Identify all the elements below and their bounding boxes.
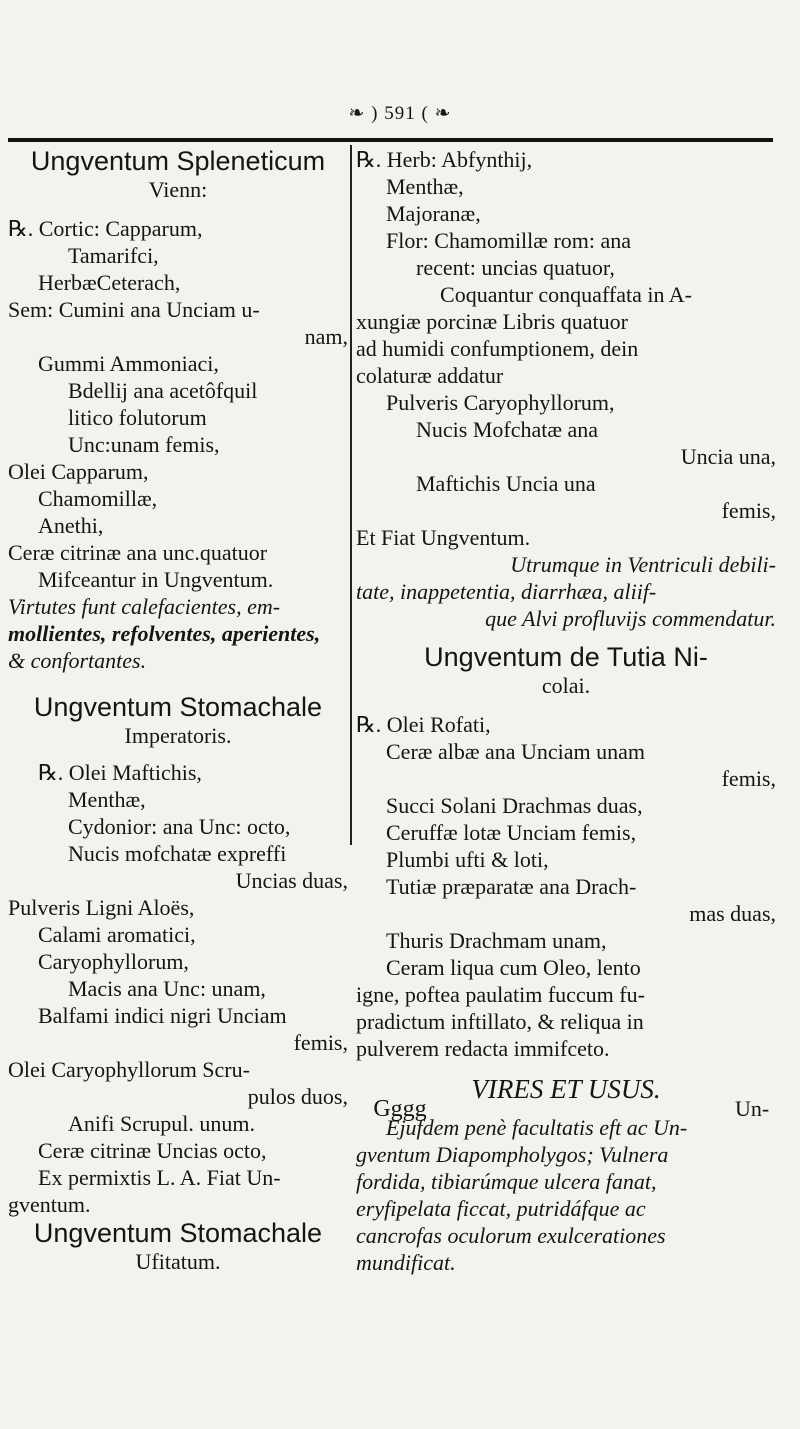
text-line: Et Fiat Ungventum. <box>356 525 531 550</box>
text-block <box>356 1114 776 1276</box>
text-line: que Alvi profluvijs commendatur. <box>485 606 776 631</box>
text-line: Ceræ citrinæ Uncias octo, <box>38 1138 267 1163</box>
text-line: xungiæ porcinæ Libris quatuor <box>356 309 628 334</box>
header-rule <box>8 138 773 142</box>
ornament-left: ❧ ) <box>348 103 379 124</box>
text-line: nam, <box>304 324 348 349</box>
text-line: Menthæ, <box>386 174 464 199</box>
column-divider <box>350 145 352 845</box>
text-line: tate, inappetentia, diarrhæa, aliif- <box>356 579 657 604</box>
section-title: Ungventum Spleneticum <box>30 146 326 176</box>
text-line: Sem: Cumini ana Unciam u- <box>8 297 260 322</box>
text-line: Tutiæ præparatæ ana Drach- <box>386 874 637 899</box>
text-line: Tamarifci, <box>68 243 159 268</box>
text-line: Thuris Drachmam unam, <box>386 928 607 953</box>
text-line: Majoranæ, <box>386 201 481 226</box>
text-line: Gummi Ammoniaci, <box>38 351 219 376</box>
section-title: Ungventum Stomachale <box>33 692 323 722</box>
recipe-block <box>356 711 776 1062</box>
text-line: ad humidi confumptionem, dein <box>356 336 639 361</box>
text-line: pradictum inftillato, & reliqua in <box>356 1009 644 1034</box>
text-line: Uncias duas, <box>235 868 348 893</box>
text-line: Menthæ, <box>68 787 146 812</box>
recipe-block <box>8 215 348 674</box>
text-line: Anethi, <box>38 513 104 538</box>
text-line: ℞. Cortic: Capparum, <box>8 216 203 241</box>
section-subtitle: Vienn: <box>148 177 208 202</box>
text-line: Macis ana Unc: unam, <box>68 976 266 1001</box>
section-subtitle: colai. <box>541 673 591 698</box>
text-line: pulos duos, <box>247 1084 348 1109</box>
section-subtitle: Imperatoris. <box>124 723 232 748</box>
text-line: mollientes, refolventes, aperientes, <box>8 621 321 646</box>
text-line: pulverem redacta immifceto. <box>356 1036 610 1061</box>
text-line: mundificat. <box>356 1250 456 1275</box>
text-line: HerbæCeterach, <box>38 270 181 295</box>
text-line: Nucis Mofchatæ ana <box>416 417 599 442</box>
text-line: Pulveris Ligni Aloës, <box>8 895 195 920</box>
recipe-block <box>8 759 348 1218</box>
text-line: litico folutorum <box>68 405 207 430</box>
text-line: gventum. <box>8 1192 91 1217</box>
text-line: Ex permixtis L. A. Fiat Un- <box>38 1165 281 1190</box>
text-line: Bdellij ana acetôfquil <box>68 378 258 403</box>
recipe-block <box>356 146 776 632</box>
catchword: Un- <box>735 1096 770 1121</box>
text-line: Chamomillæ, <box>38 486 158 511</box>
text-line: recent: uncias quatuor, <box>416 255 615 280</box>
text-line: Nucis mofchatæ expreffi <box>68 841 287 866</box>
page-number: 591 <box>384 103 416 124</box>
text-line: Maftichis Uncia una <box>416 471 596 496</box>
text-line: Flor: Chamomillæ rom: ana <box>386 228 632 253</box>
section-subtitle: Ufitatum. <box>135 1249 221 1274</box>
text-line: ℞. Herb: Abfynthij, <box>356 147 533 172</box>
text-line: Cydonior: ana Unc: octo, <box>68 814 291 839</box>
text-line: Pulveris Caryophyllorum, <box>386 390 615 415</box>
text-line: Plumbi ufti & loti, <box>386 847 549 872</box>
section-title: Ungventum de Tutia Ni- <box>424 642 708 672</box>
text-line: Ceram liqua cum Oleo, lento <box>386 955 641 980</box>
text-line: femis, <box>721 766 776 791</box>
text-line: Olei Capparum, <box>8 459 149 484</box>
text-line: Virtutes funt calefacientes, em- <box>8 594 281 619</box>
text-line: Uncia una, <box>680 444 776 469</box>
text-line: ℞. Olei Maftichis, <box>38 760 202 785</box>
text-line: ℞. Olei Rofati, <box>356 712 491 737</box>
text-line: Anifi Scrupul. unum. <box>68 1111 255 1136</box>
text-line: Ceræ albæ ana Unciam unam <box>386 739 646 764</box>
text-line: Ceræ citrinæ ana unc.quatuor <box>8 540 268 565</box>
text-line: Utrumque in Ventriculi debili- <box>510 552 776 577</box>
text-line: mas duas, <box>689 901 776 926</box>
text-line: Caryophyllorum, <box>38 949 189 974</box>
text-line: Succi Solani Drachmas duas, <box>386 793 643 818</box>
text-line: eryfipelata ficcat, putridáfque ac <box>356 1196 646 1221</box>
text-line: Coquantur conquaffata in A- <box>440 282 692 307</box>
text-line: Ceruffæ lotæ Unciam femis, <box>386 820 637 845</box>
text-line: Mifceantur in Ungventum. <box>38 567 274 592</box>
text-line: Calami aromatici, <box>38 922 196 947</box>
section-title: Ungventum Stomachale <box>33 1218 323 1248</box>
text-line: igne, poftea paulatim fuccum fu- <box>356 982 645 1007</box>
text-line: cancrofas oculorum exulcerationes <box>356 1223 666 1248</box>
text-line: Unc:unam femis, <box>68 432 220 457</box>
text-line: gventum Diapompholygos; Vulnera <box>356 1142 669 1167</box>
text-line: femis, <box>721 498 776 523</box>
text-line: & confortantes. <box>8 648 147 673</box>
section-title: VIRES ET USUS. <box>471 1074 661 1104</box>
text-line: Olei Caryophyllorum Scru- <box>8 1057 250 1082</box>
text-line: colaturæ addatur <box>356 363 504 388</box>
ornament-right: ( ❧ <box>421 103 452 124</box>
text-line: Ejufdem penè facultatis eft ac Un- <box>386 1115 688 1140</box>
text-line: Balfami indici nigri Unciam <box>38 1003 287 1028</box>
page-header <box>0 102 800 142</box>
text-line: fordida, tibiarúmque ulcera fanat, <box>356 1169 657 1194</box>
signature-mark: Gggg <box>373 1096 427 1122</box>
text-line: femis, <box>293 1030 348 1055</box>
